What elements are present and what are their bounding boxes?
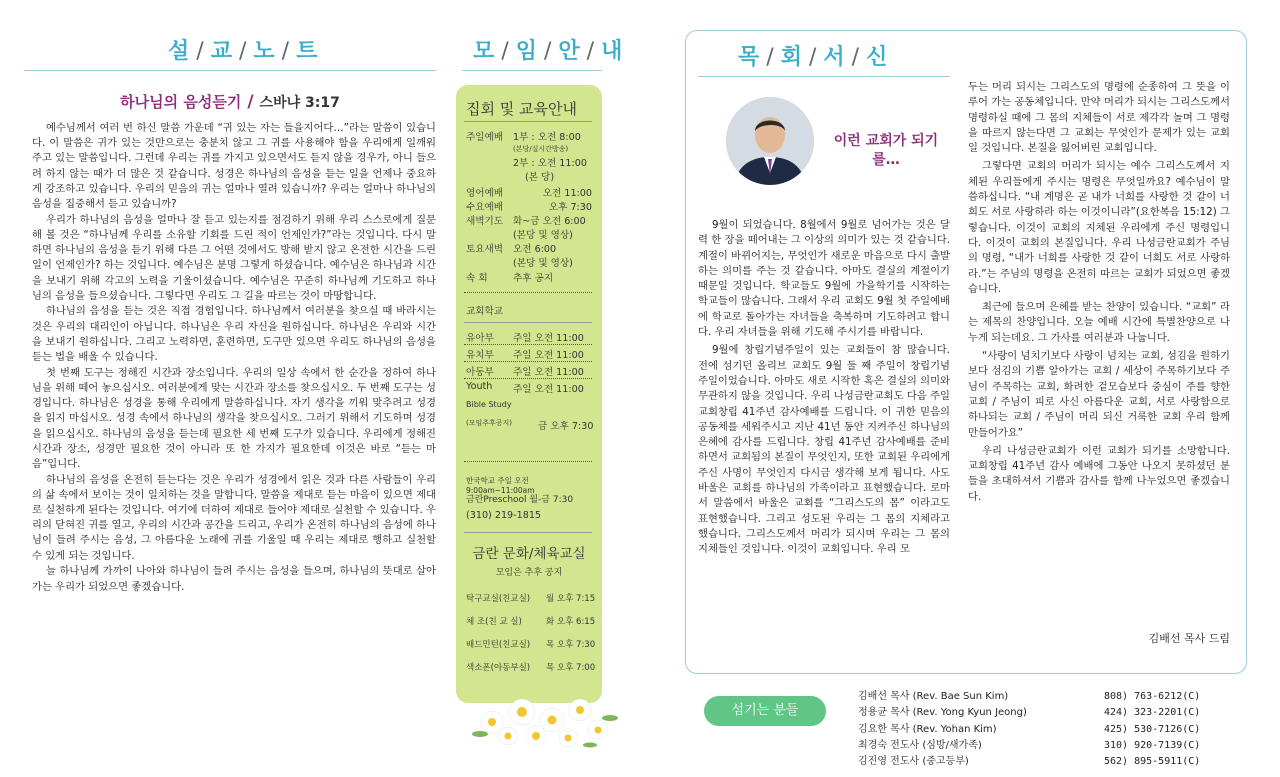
box-divider [464,378,592,379]
sermon-body [32,121,436,595]
service-time: (본당 및 영상) [513,258,573,269]
staff-list [858,689,1218,770]
phone-row [466,510,598,521]
letter-divider [698,76,950,77]
school-row [466,347,598,361]
culture-notice: 모임은 추후 공지 [495,568,563,578]
sermon-title-char: 노 [253,39,277,64]
box-divider [464,121,592,122]
box-divider [464,461,592,462]
service-row [466,185,598,199]
service-row [466,270,598,284]
sermon-divider [24,70,436,71]
staff-phone: 424) 323-2201(C) [1104,707,1201,719]
sermon-title-char: 교 [210,39,234,64]
staff-badge: 섬기는 분들 [704,696,826,726]
sermon-title-char: 설 [168,39,192,64]
service-label: 수요예배 [466,202,504,213]
culture-title: 금란 문화/체육교실 [472,546,586,562]
culture-row [466,592,598,604]
sermon-separator: / [247,92,254,112]
service-label [466,255,513,269]
meeting-title-char: 내 [601,39,625,64]
letter-headline: 이런 교회가 되기를… [833,133,939,168]
service-time: 추후 공지 [513,273,554,284]
sermon-reference: 스바냐 3:17 [259,95,340,111]
letter-paragraph: 최근에 들으며 은혜를 받는 찬양이 있습니다. “교회” 라는 제목의 찬양입니다. 오늘 예배 시간에 특별찬양으로 나누게 되는데요. 그 가사를 여러분과 나눕니다. [968,301,1230,344]
meeting-title-char: 임 [515,39,539,64]
service-label: 토요새벽 [466,244,504,255]
letter-paragraph: 9월이 되었습니다. 8월에서 9월로 넘어가는 것은 달력 한 장을 떼어내는 그 이상의 의미가 있는 것 같습니다. 계절이 바뀌어지는, 무엇인가 새로운 마음으로 다시 출발하는 의미를 주는 것 같습니다. 아마도 결실의 계절이기 때문일 것입니다. 학교들도 9월에 가을학기를 시작하는 학교들이 많습니다. 그래서 우리 교회도 9월 첫 주일예배에 학교로 돌아가는 자녀들을 축복하며 기도하려고 합니다. 우리 자녀들을 위해 기도해 주시기를 바랍니다. [698,219,950,339]
meeting-box-title: 집회 및 교육안내 [466,100,577,118]
service-label: 속 회 [466,273,488,284]
letter-title-char: 목 [738,45,762,70]
school-time: 주일 오전 11:00 [513,333,584,344]
sermon-paragraph: 예수님께서 여러 번 하신 말씀 가운데 “귀 있는 자는 들을지어다…”라는 말씀이 있습니다. 이 말씀은 귀가 있는 것만으로는 충분치 않고 그 귀를 사용해야 함을 우리에게 일깨워 주고 있는 말씀입니다. 그런데 우리는 귀를 가지고 있으면서도 듣지 않을 경우가, 아니 들으려 하지 않는 때가 더 많은 것 같습니다. 성경은 하나님의 음성을 듣는 일을 언제나 중요하게 강조하고 있습니다. 우리의 믿음의 귀는 얼마나 열려 있습니까? 우리는 얼마나 하나님의 음성을 집중해서 듣고 있습니까? [32,122,436,211]
staff-row [858,705,1218,721]
staff-name: 정용균 목사 (Rev. Yong Kyun Jeong) [858,707,1027,719]
letter-paragraph: 9월에 창립기념주일이 있는 교회들이 참 많습니다. 전에 섬기던 올리브 교회도 9월 둘 째 주일이 창립기념 주일이었습니다. 아마도 새로 시작한 혹은 결실의 의미와 무관하지 않을 것입니다. 우리 나성금란교회도 다음 주일 교회창립 41주년 감사예배를 드립니다. 이 귀한 믿음의 공동체를 세워주시고 지난 41년 동안 지켜주신 하나님의 은혜에 감사를 드립니다. 창립 41주년 감사예배를 준비하면서 교회됨의 본질이 무엇인지, 또한 교회된 우리에게 주신 사명이 무엇인지 다시금 생각해 보게 됩니다. 사도 바울은 교회를 하나님의 가족이라고 표현했습니다. 로마서 말씀에서 바울은 교회를 “그리스도의 몸” 이라고도 표현했습니다. 그리고 성도된 우리는 그 몸의 지체라고 했습니다. 그리스도께서 머리가 되시며 우리는 그 몸의 지체들인 것입니다. 이것이 교회입니다. 우리 모 [698,344,950,556]
service-label [466,227,513,241]
service-time: 오전 6:00 [513,244,557,255]
staff-name: 최경숙 전도사 (심방/새가족) [858,739,982,751]
service-row [466,155,598,169]
letter-title-char: 서 [823,45,847,70]
culture-time: 목 오후 7:00 [546,663,596,673]
preschool-text: 금란Preschool 월-금 7:30 [466,495,574,505]
letter-title-char: 회 [780,45,804,70]
culture-label: 체 조(친 교 실) [466,617,522,627]
sermon-paragraph: 하나님의 음성을 듣는 것은 직접 경험입니다. 하나님께서 여러분을 찾으실 때 바라시는 것은 우리의 대리인이 아닙니다. 하나님은 우리 자신을 원하십니다. 하나님은 우리와 시간을 보내기 원하십니다. 그리고 노력하면, 훈련하면, 도구만 있으면 우리도 하나님의 음성을 듣는 법을 배울 수 있습니다. [32,305,436,364]
korean-school-text: 한국학교 주일 오전 9:00am~11:00am [466,476,535,495]
service-time: (본당 및 영상) [513,230,573,241]
box-divider [464,532,592,533]
culture-label: 색소폰(아동부실) [466,663,531,673]
sermon-section-title: 설 / 교 / 노 / 트 [168,39,320,64]
school-time: 주일 오전 11:00 [513,384,584,395]
service-time: (본당/실시간방송) [513,145,569,153]
sermon-title-char: 트 [296,39,320,64]
staff-name: 김요한 목사 (Rev. Yohan Kim) [858,723,997,735]
school-label: Youth [466,381,493,392]
staff-row [858,738,1218,754]
school-label: (모임추후공지) [466,419,513,427]
sermon-paragraph: 우리가 하나님의 음성을 얼마나 잘 듣고 있는지를 점검하기 위해 우리 스스로에게 질문해 볼 것은 “하나님께 우리를 소유할 기회를 드린 적이 언제인가?”라는 것입니다. 다시 말하면 하나님의 음성을 듣기 위해 다른 그 어떤 것에서도 방해 받지 않고 온전한 시간을 드린 일이 언제인가? 하는 것입니다. 예수님은 분명 그렇게 하셨습니다. 예수님은 하나님과 시간을 보내기 위해 각고의 노력을 기울이셨습니다. 예수님은 꾸준히 하나님께 기도하고 하나님의 음성을 들으셨습니다. 그렇다면 우리도 그 길을 따르는 것이 마땅합니다. [32,213,436,302]
meeting-section-title: 모 / 임 / 안 / 내 [473,39,625,64]
school-row [466,381,598,395]
service-label: 새벽기도 [466,216,504,227]
service-row [466,227,598,241]
culture-time: 월 오후 7:15 [546,594,596,604]
preschool-row [466,492,598,505]
sermon-paragraph: 첫 번째 도구는 정해진 시간과 장소입니다. 우리의 일상 속에서 한 순간을 정하여 하나님을 위해 떼어 놓으십시오. 여러분에게 맞는 시간과 장소를 찾으십시오. 두 번째 도구는 성경입니다. 하나님은 성경을 통해 우리에게 말씀하십니다. 자기 생각을 끼워 맞추려고 성경을 읽지 마십시오. 성경 속에서 하나님의 생각을 찾으십시오. 그러기 위해서 기도하며 성경을 읽으십시오. 하나님의 음성을 듣는데 필요한 세 번째 도구가 있습니다. 우리에게 정해진 시간과 장소, 성경만 필요한 것이 아니라 또 한 가지가 필요한데 이것은 바로 “듣는 마음”입니다. [32,366,437,470]
school-time: 금 오후 7:30 [538,421,594,432]
letter-paragraph: 우리 나성금란교회가 이런 교회가 되기를 소망합니다. 교회창립 41주년 감사 예배에 그동안 나오지 못하셨던 분들을 초대하셔서 기쁨과 감사를 함께 나누었으면 좋겠습니다. [968,444,1230,503]
service-label [466,169,513,183]
culture-row [466,615,598,627]
letter-paragraph: “사랑이 넘치기보다 사랑이 넘치는 교회, 섬김을 원하기보다 섬김의 기쁨 알아가는 교회 / 세상이 주목하기보다 주님이 주목하는 교회, 화려한 겉모습보다 중심이 주를 향한 교회 / 주님이 피로 사신 아름다운 교회, 서로 사랑함으로 하나되는 교회 / 주님이 머리 되신 거룩한 교회 우리 함께 만들어가요” [968,350,1230,439]
staff-phone: 808) 763-6212(C) [1104,691,1201,702]
service-label [466,144,513,154]
service-label [466,155,513,169]
culture-label: 배드민턴(친교실) [466,640,531,650]
service-time: 화~금 오전 6:00 [513,216,586,227]
staff-row [858,689,1218,705]
service-time: 오후 7:30 [548,202,592,213]
letter-paragraph: 두는 머리 되시는 그리스도의 명령에 순종하여 그 뜻을 이루어 가는 공동체입니다. 만약 머리가 되시는 그리스도께서 명령하실 때에 그 몸의 지체들이 서로 제각각 놀며 그 명령을 따르지 않는다면 그 교회는 무엇인가 문제가 있는 교회일 것입니다. 본질을 잃어버린 교회입니다. [968,81,1230,155]
school-time: 주일 오전 11:00 [513,367,584,378]
school-label: Bible Study [466,400,512,409]
letter-section-title: 목 / 회 / 서 / 신 [738,45,890,70]
school-time: 주일 오전 11:00 [513,350,584,361]
box-divider [464,292,592,293]
letter-column-1 [698,218,950,561]
school-row [466,418,598,432]
sermon-heading [24,91,436,112]
meeting-title-char: 안 [558,39,582,64]
service-row [466,213,598,227]
service-row [466,241,598,255]
service-row [466,199,598,213]
staff-phone: 562) 895-5911(C) [1104,756,1201,768]
daisy-flowers-illustration [470,690,620,750]
school-row [466,364,598,378]
church-phone: (310) 219-1815 [466,510,542,521]
school-title: 교회학교 [466,306,504,317]
service-time: 오전 11:00 [542,188,592,199]
staff-phone: 425) 530-7126(C) [1104,723,1201,735]
service-label: 영어예배 [466,188,504,199]
staff-row [858,722,1218,738]
culture-time: 목 오후 7:30 [546,640,596,650]
letter-column-2 [968,80,1230,508]
meeting-title-char: 모 [473,39,497,64]
service-row [466,129,598,143]
pastor-photo [726,97,814,185]
sermon-title: 하나님의 음성듣기 [120,93,242,111]
sermon-paragraph: 하나님의 음성을 온전히 듣는다는 것은 우리가 성경에서 읽은 것과 다른 사람들이 우리의 삶 속에서 보이는 것이 일치하는 것을 말합니다. 말씀을 제대로 듣는 마음이 있으면 제대로 실천하게 된다는 것입니다. 여기에 더하여 제대로 들어야 제대로 실천할 수 있습니다. 우리의 닫혀진 귀를 열고, 우리의 시간과 공간을 드리고, 우리가 온전히 하나님의 음성에 하나님이 들려 주시는 음성, 그 아름다운 노래에 귀를 기울일 때 우리는 제대로 행하고 실천할 수 있게 되는 것입니다. [32,473,436,562]
box-divider [464,344,592,345]
culture-row [466,638,598,650]
service-row [466,144,598,154]
service-row [466,255,598,269]
culture-time: 화 오후 6:15 [546,617,596,627]
school-label: 유아부 [466,333,494,344]
service-label: 주일예배 [466,132,504,143]
service-time: 1부 : 오전 8:00 [513,132,581,143]
sermon-paragraph: 늘 하나님께 가까이 나아와 하나님이 들려 주시는 음성을 들으며, 하나님의 뜻대로 살아가는 우리가 되었으면 좋겠습니다. [32,565,436,593]
letter-signature: 김배선 목사 드림 [1148,632,1230,645]
staff-name: 김진영 전도사 (중고등부) [858,756,969,768]
box-divider [464,361,592,362]
service-time: (본 당) [525,172,555,183]
service-time: 2부 : 오전 11:00 [513,158,587,169]
letter-paragraph: 그렇다면 교회의 머리가 되시는 예수 그리스도께서 지체된 우리들에게 주시는 명령은 무엇일까요? 예수님이 말씀하십니다. “내 계명은 곧 내가 너희를 사랑한 것 같이 너희도 서로 사랑하라 하는 이것이니라”(요한복음 15:12) 그렇습니다. 이것이 교회의 지체된 우리에게 주신 명령입니다. 이것이 교회의 본질입니다. 우리 나성금란교회가 주님의 명령, “내가 너희를 사랑한 것 같이 너희도 서로 사랑하라.”는 주님의 명령을 온전히 따르는 교회가 되었으면 좋겠습니다. [968,160,1230,295]
staff-phone: 310) 920-7139(C) [1104,739,1201,751]
service-row [466,169,598,183]
staff-name: 김배선 목사 (Rev. Bae Sun Kim) [858,691,1009,702]
culture-row [466,661,598,673]
pastor-portrait-icon [726,97,814,185]
school-label: 아동부 [466,367,494,378]
school-row [466,400,598,409]
letter-title-char: 신 [866,45,890,70]
culture-label: 탁구교실(친교실) [466,594,531,604]
meeting-divider [462,70,602,71]
school-heading [466,303,598,317]
school-label: 유치부 [466,350,494,361]
box-divider [464,322,592,323]
school-row [466,330,598,344]
staff-row [858,754,1218,770]
